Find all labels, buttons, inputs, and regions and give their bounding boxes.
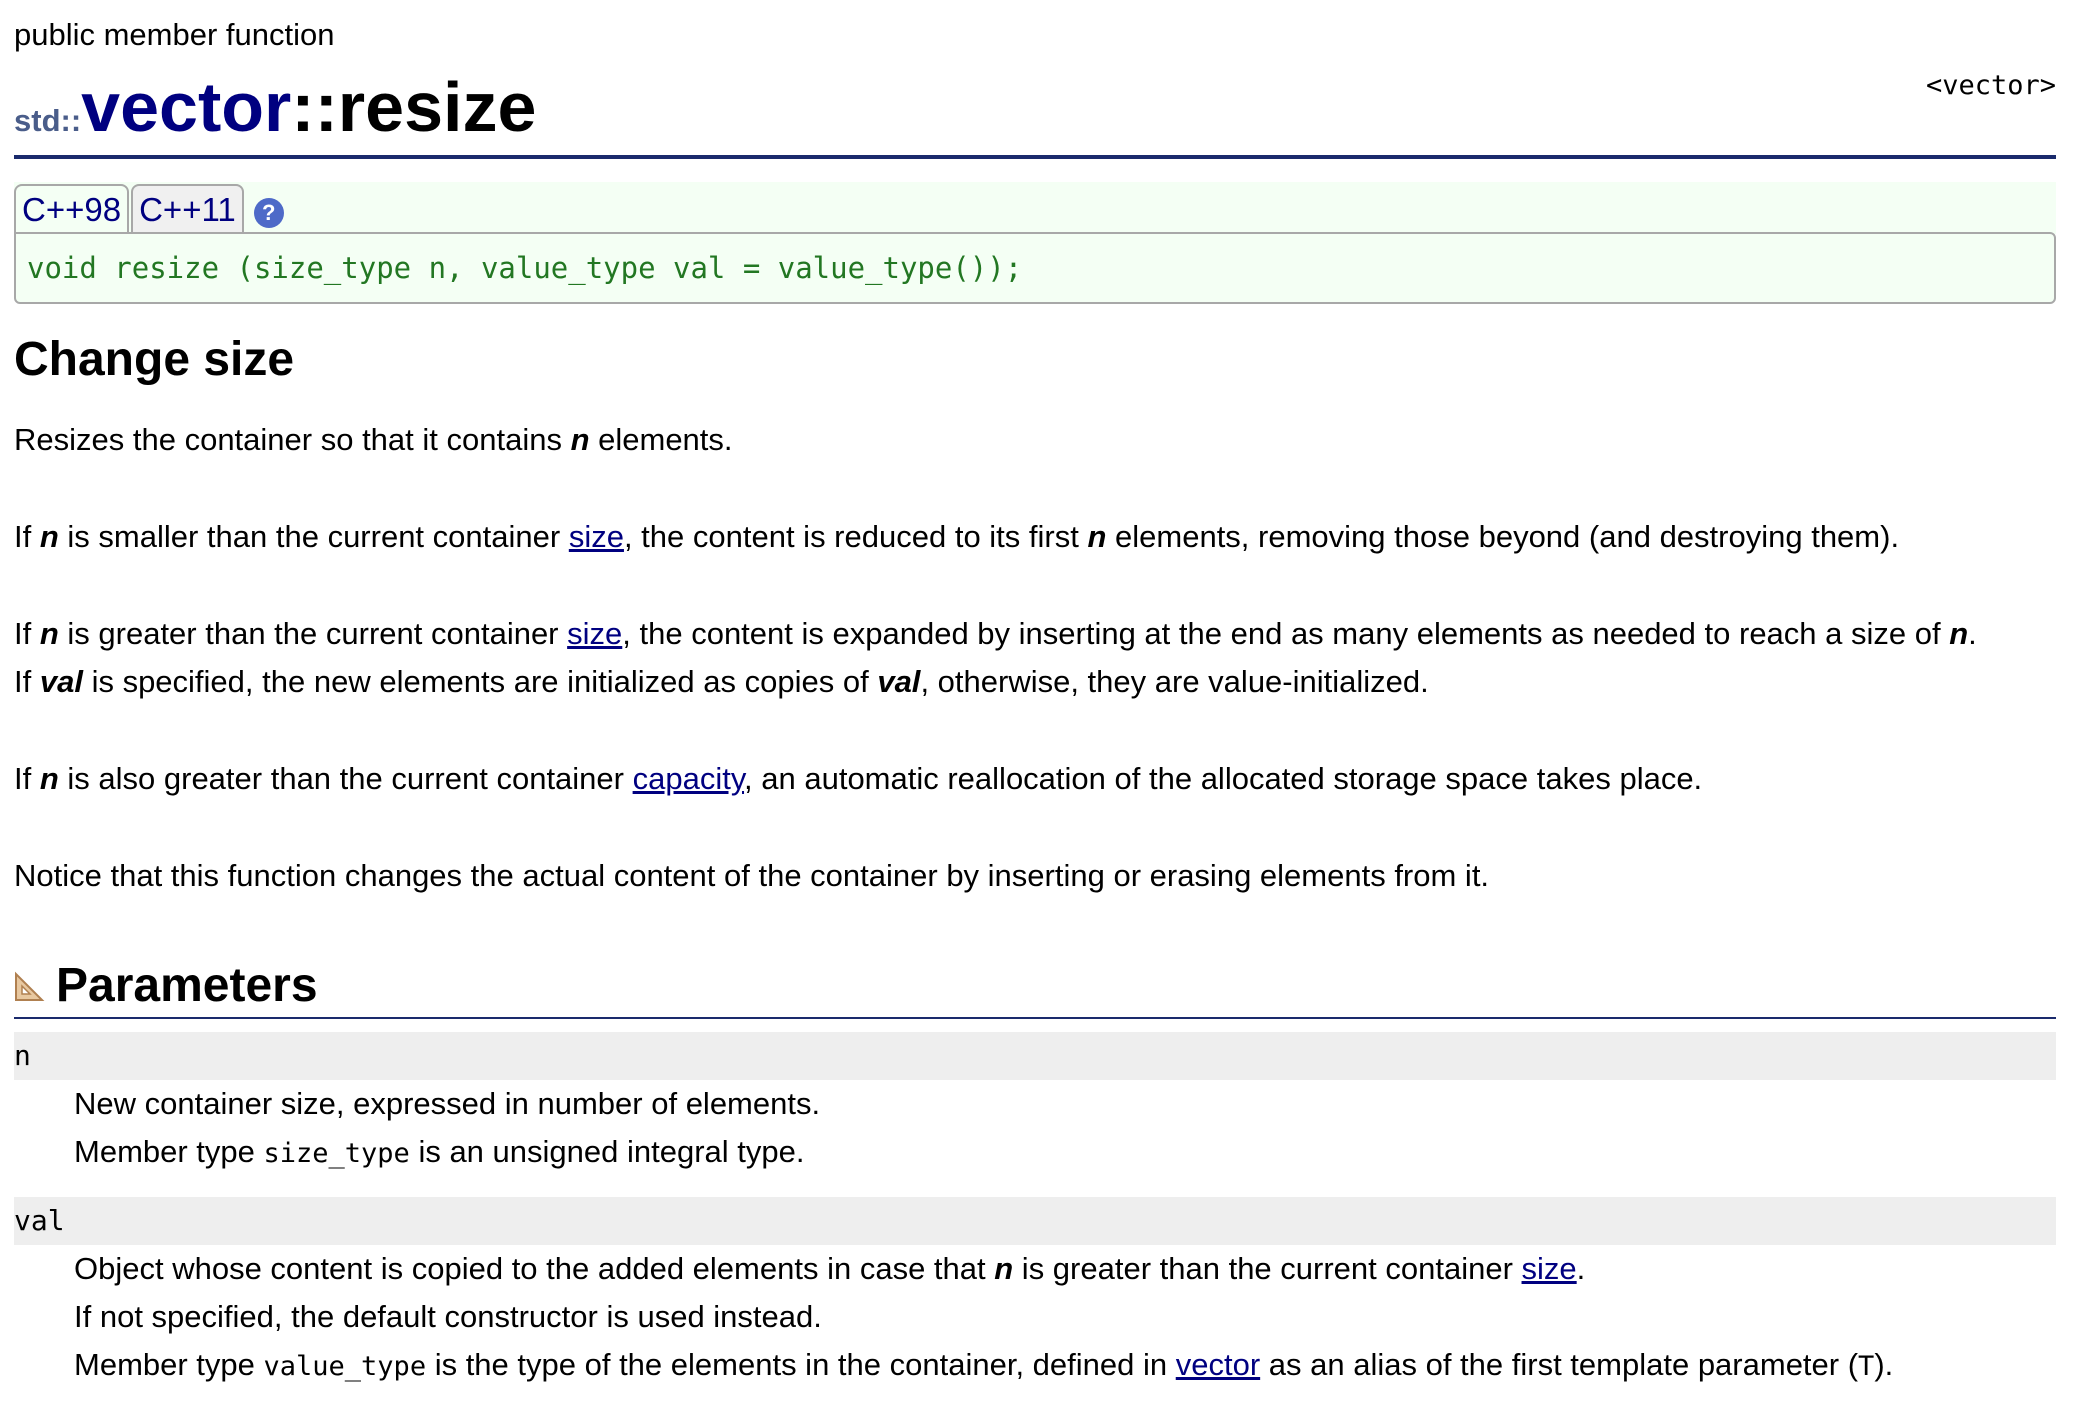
text: Member type xyxy=(74,1347,264,1382)
text: is greater than the current container xyxy=(1013,1251,1522,1286)
text: Member type xyxy=(74,1134,264,1169)
param-ref: n xyxy=(39,761,59,796)
tabs-background xyxy=(14,182,2056,234)
text: Resizes the container so that it contains xyxy=(14,422,571,457)
text: Notice that this function changes the actual content of the container by inserting or erasing elements from it. xyxy=(14,858,1490,893)
text: Object whose content is copied to the added elements in case that xyxy=(74,1251,995,1286)
page-title xyxy=(14,62,536,166)
param-val-name: val xyxy=(14,1197,2056,1245)
param-ref: n xyxy=(994,1251,1014,1286)
paragraph-6 xyxy=(14,852,1489,900)
text: , otherwise, they are value-initialized. xyxy=(920,664,1429,699)
text: is an unsigned integral type. xyxy=(409,1134,805,1169)
title-class-link[interactable]: vector xyxy=(81,68,292,146)
param-n-name: n xyxy=(14,1032,2056,1080)
param-ref: val xyxy=(877,664,921,699)
size-link[interactable]: size xyxy=(567,616,623,651)
param-ref: n xyxy=(39,616,59,651)
text: If xyxy=(14,616,40,651)
text: is also greater than the current container xyxy=(58,761,633,796)
tab-cpp11[interactable]: C++11 xyxy=(131,184,244,234)
text: , the content is reduced to its first xyxy=(623,519,1088,554)
header-library: <vector> xyxy=(1925,70,2056,101)
parameters-heading xyxy=(14,956,318,1016)
vector-link[interactable]: vector xyxy=(1175,1347,1261,1382)
title-separator: :: xyxy=(291,68,338,146)
text: as an alias of the first template parameter ( xyxy=(1260,1347,1859,1382)
paragraph-1 xyxy=(14,416,733,464)
title-function: resize xyxy=(337,68,537,146)
ruler-icon xyxy=(14,970,46,1002)
paragraph-4 xyxy=(14,658,1429,706)
member-kind: public member function xyxy=(14,17,335,52)
text: , the content is expanded by inserting at the end as many elements as needed to reach a size of xyxy=(622,616,1950,651)
param-n-desc-1: New container size, expressed in number of elements. xyxy=(74,1086,821,1121)
capacity-link[interactable]: capacity xyxy=(632,761,745,796)
paragraph-3 xyxy=(14,610,1977,658)
text: is greater than the current container xyxy=(58,616,568,651)
code-type: value_type xyxy=(263,1351,427,1382)
version-tabs xyxy=(14,182,284,234)
function-signature: void resize (size_type n, value_type val = value_type()); xyxy=(27,251,1023,285)
section-title: Change size xyxy=(14,333,295,386)
param-ref: val xyxy=(39,664,83,699)
text: If xyxy=(14,761,40,796)
param-n-desc-2 xyxy=(74,1128,804,1178)
text: , an automatic reallocation of the allocated storage space takes place. xyxy=(744,761,1703,796)
text: is smaller than the current container xyxy=(58,519,569,554)
text: elements. xyxy=(589,422,733,457)
text: is the type of the elements in the container, defined in xyxy=(426,1347,1176,1382)
size-link[interactable]: size xyxy=(1521,1251,1577,1286)
param-val-desc-3 xyxy=(74,1341,1893,1391)
text: ). xyxy=(1874,1347,1894,1382)
size-link[interactable]: size xyxy=(568,519,624,554)
text: elements, removing those beyond (and destroying them). xyxy=(1106,519,1900,554)
code-type: size_type xyxy=(263,1138,410,1169)
code-type: T xyxy=(1858,1351,1875,1382)
text: . xyxy=(1968,616,1977,651)
param-val-desc-1 xyxy=(74,1245,1585,1293)
param-val-desc-2: If not specified, the default constructor is used instead. xyxy=(74,1299,822,1334)
paragraph-5 xyxy=(14,755,1702,803)
text: If xyxy=(14,664,40,699)
tab-cpp98[interactable]: C++98 xyxy=(14,184,129,234)
param-ref: n xyxy=(1949,616,1969,651)
text: . xyxy=(1576,1251,1586,1286)
title-namespace: std:: xyxy=(14,103,82,138)
help-icon[interactable]: ? xyxy=(254,198,284,228)
text: is specified, the new elements are initialized as copies of xyxy=(82,664,878,699)
parameters-divider xyxy=(14,1017,2056,1019)
title-divider xyxy=(14,155,2056,159)
param-ref: n xyxy=(39,519,59,554)
paragraph-2 xyxy=(14,513,1899,561)
param-ref: n xyxy=(570,422,590,457)
param-ref: n xyxy=(1087,519,1107,554)
text: If xyxy=(14,519,40,554)
signature-box xyxy=(14,232,2056,304)
parameters-title: Parameters xyxy=(56,959,318,1012)
